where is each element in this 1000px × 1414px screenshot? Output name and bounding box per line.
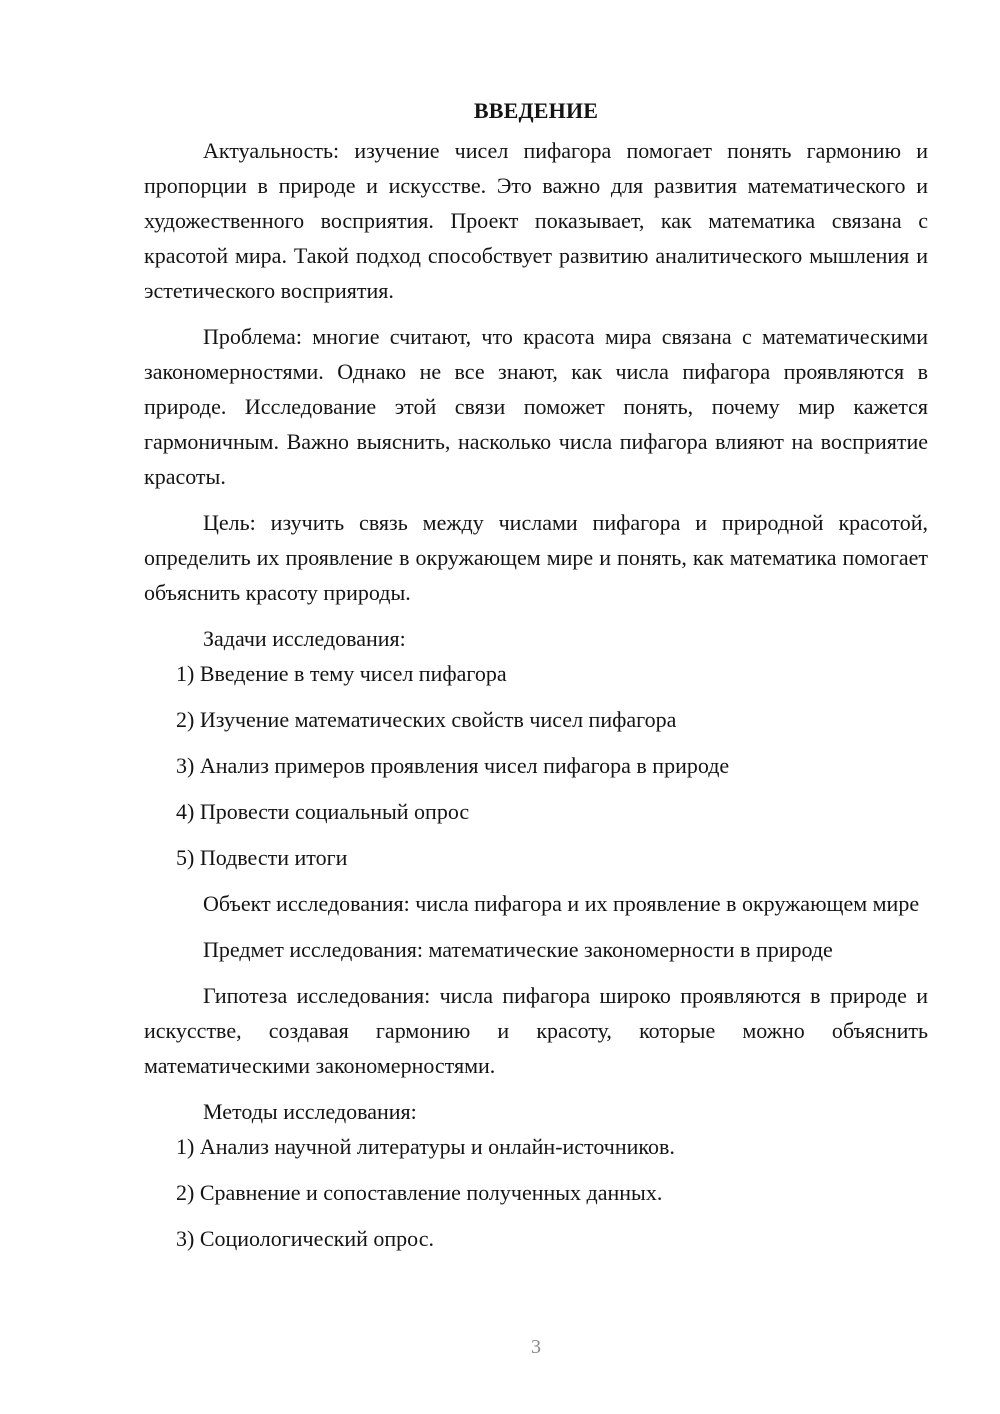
list-item: 2) Изучение математических свойств чисел пифагора (176, 707, 677, 732)
subject-paragraph: Предмет исследования: математические закономерности в природе (203, 937, 833, 962)
tasks-heading: Задачи исследования: (203, 626, 406, 651)
problem-paragraph: Проблема: многие считают, что красота мира связана с математическими закономерностями. Однако не все знают, как числа пифагора проявляются в природе. Исследование этой связи поможет понять, почему мир кажется гармоничным. Важно выяснить, насколько числа пифагора влияют на восприятие красоты. (144, 324, 928, 489)
document-page (144, 96, 928, 1256)
page-number: 3 (531, 1336, 541, 1358)
methods-list (144, 1129, 928, 1256)
list-item: 1) Анализ научной литературы и онлайн-источников. (176, 1134, 675, 1159)
list-item: 3) Социологический опрос. (176, 1226, 434, 1251)
methods-heading: Методы исследования: (203, 1099, 417, 1124)
goal-paragraph: Цель: изучить связь между числами пифагора и природной красотой, определить их проявление в окружающем мире и понять, как математика помогает объяснить красоту природы. (144, 510, 928, 605)
list-item: 1) Введение в тему чисел пифагора (176, 661, 507, 686)
relevance-paragraph: Актуальность: изучение чисел пифагора помогает понять гармонию и пропорции в природе и искусстве. Это важно для развития математического и художественного восприятия. Проект показывает, как математика связана с красотой мира. Такой подход способствует развитию аналитического мышления и эстетического восприятия. (144, 138, 928, 303)
list-item: 4) Провести социальный опрос (176, 799, 470, 824)
list-item: 3) Анализ примеров проявления чисел пифагора в природе (176, 753, 730, 778)
list-item: 5) Подвести итоги (176, 845, 348, 870)
hypothesis-paragraph: Гипотеза исследования: числа пифагора широко проявляются в природе и искусстве, создавая гармонию и красоту, которые можно объяснить математическими закономерностями. (144, 983, 928, 1078)
tasks-list (144, 656, 928, 875)
object-paragraph: Объект исследования: числа пифагора и их проявление в окружающем мире (203, 891, 920, 916)
list-item: 2) Сравнение и сопоставление полученных данных. (176, 1180, 663, 1205)
page-title: ВВЕДЕНИЕ (473, 98, 599, 123)
